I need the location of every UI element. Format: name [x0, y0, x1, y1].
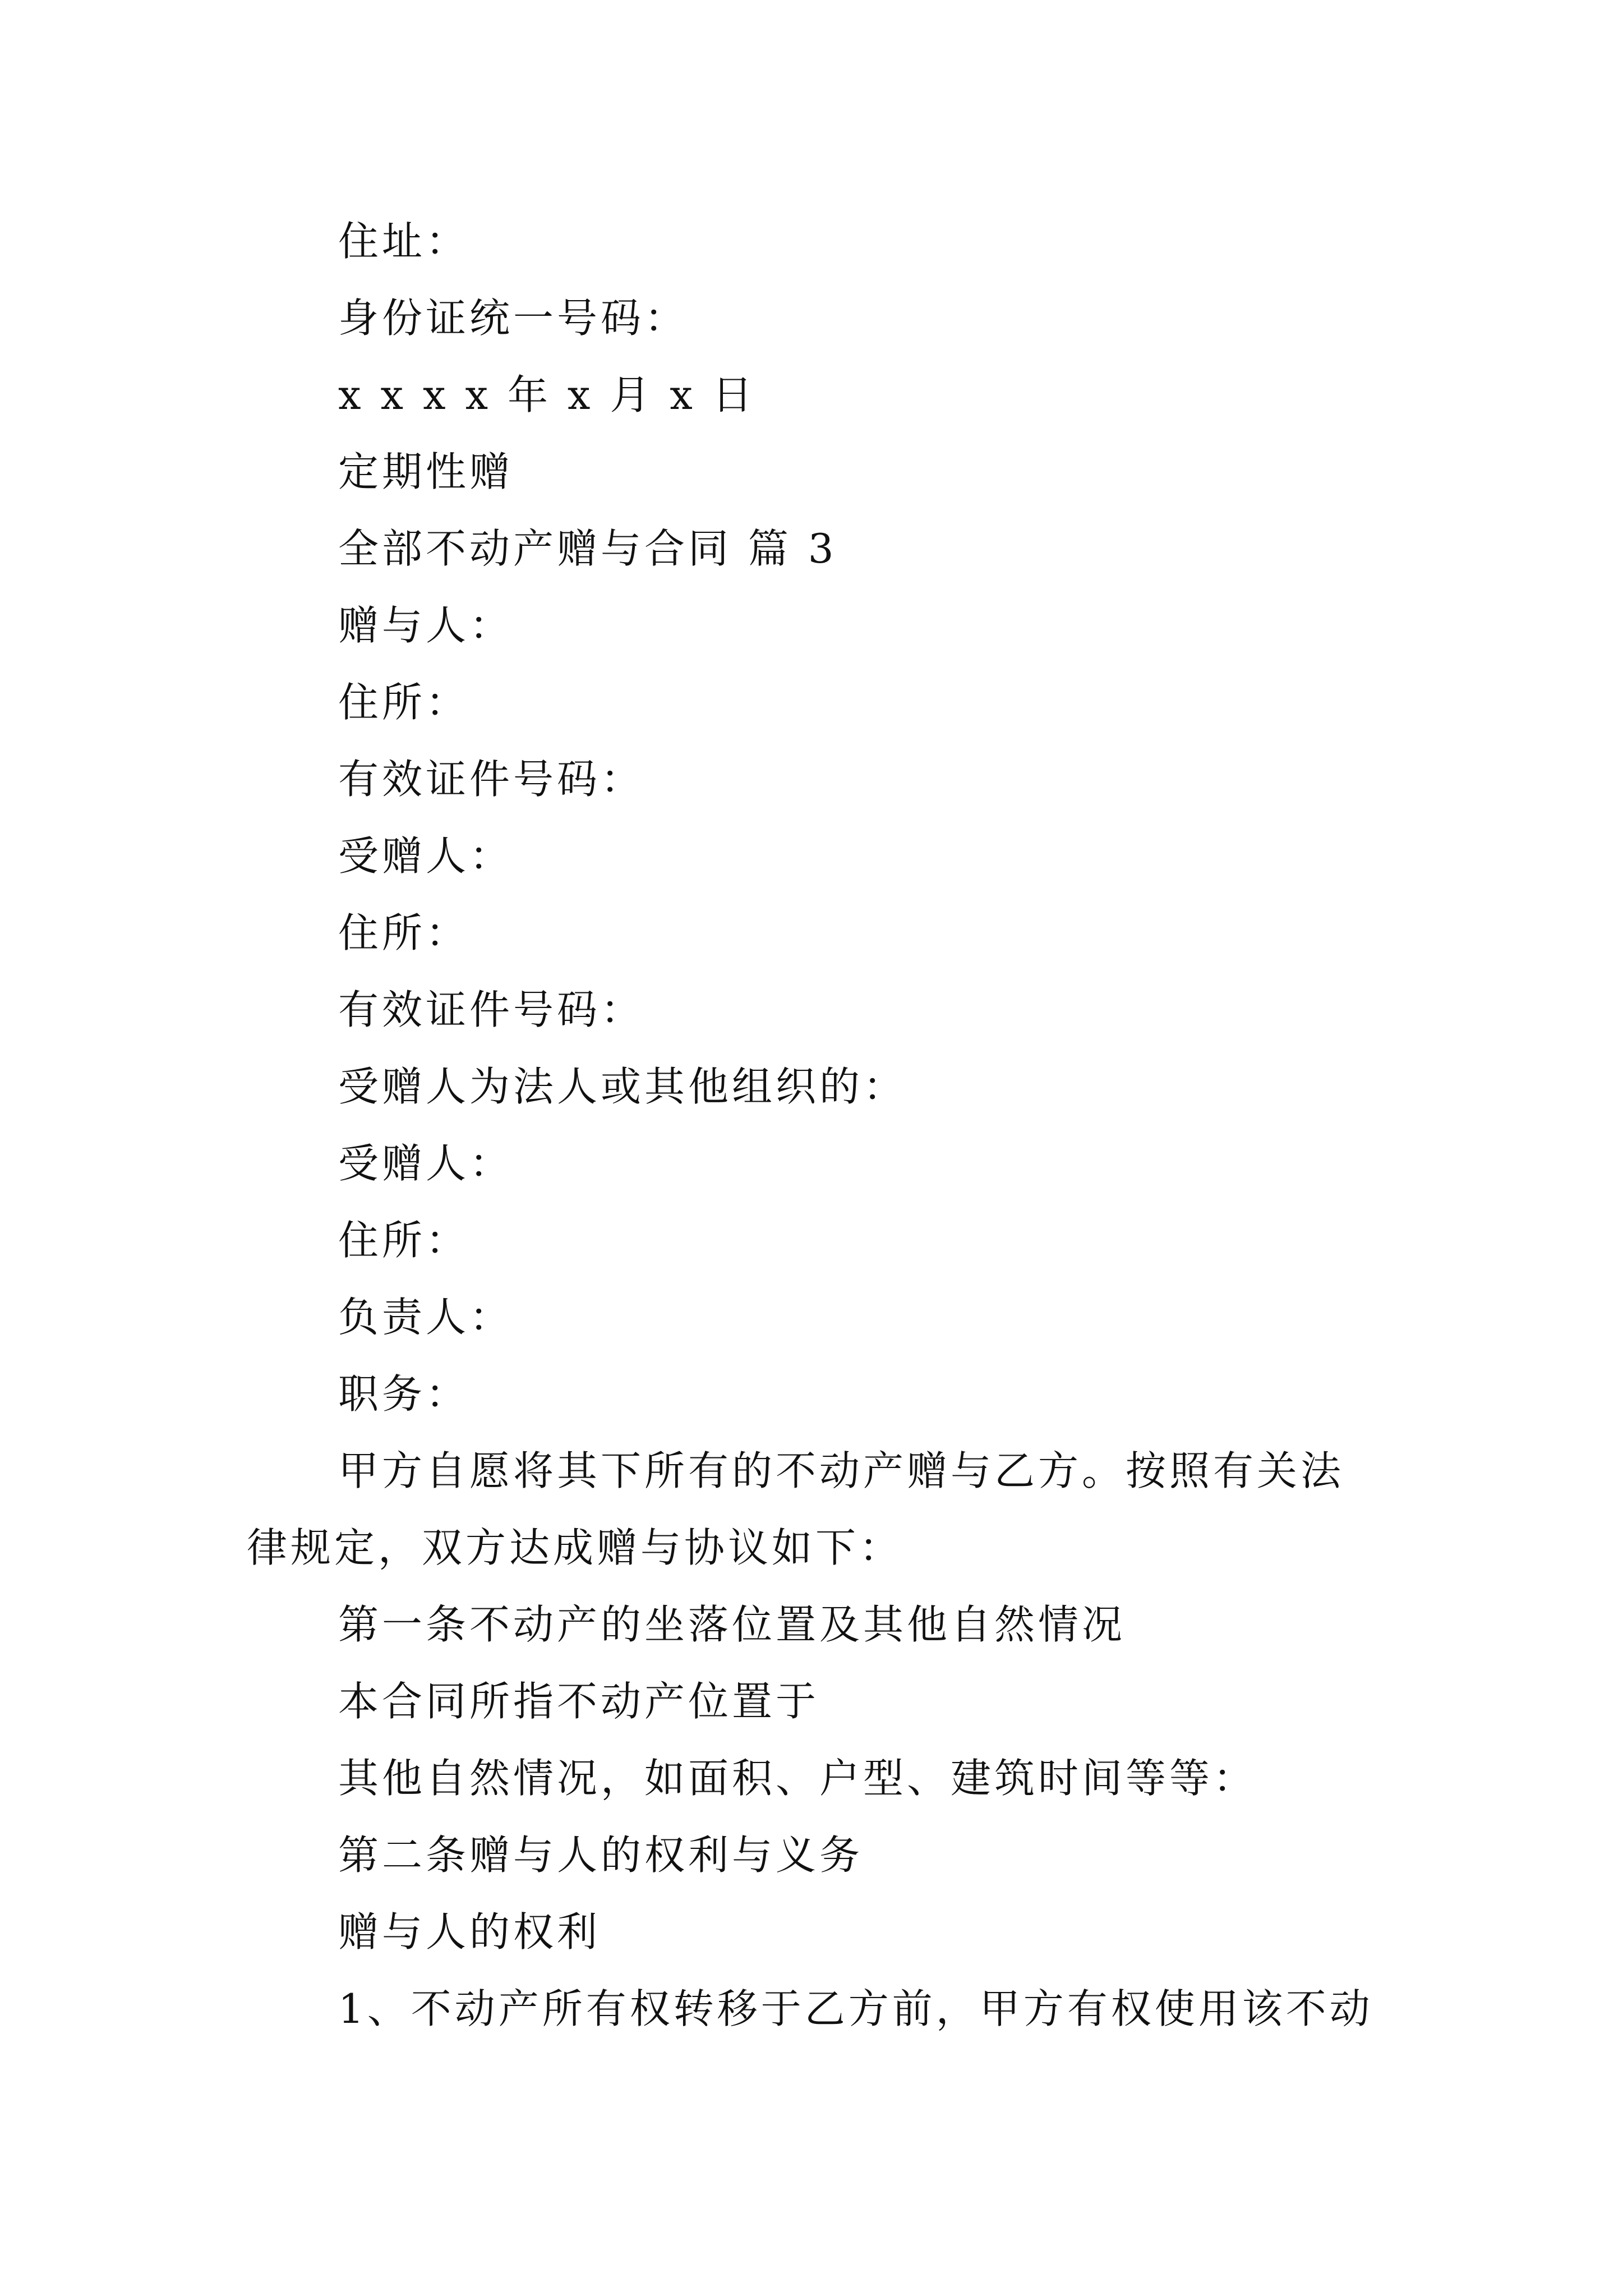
responsible-person-label: 负责人： [338, 1294, 514, 1341]
article-one-heading: 第一条不动产的坐落位置及其他自然情况 [338, 1601, 1126, 1648]
id-number-label: 身份证统一号码： [338, 295, 689, 342]
position-label: 职务： [338, 1370, 470, 1418]
date-line: x x x x 年 x 月 x 日 [338, 371, 756, 418]
donor-id-label: 有效证件号码： [338, 756, 645, 803]
donor-residence-label: 住所： [338, 679, 470, 726]
donor-rights-heading: 赠与人的权利 [338, 1908, 601, 1955]
clause-one-text: 1、不动产所有权转移于乙方前，甲方有权使用该不动 [338, 1985, 1373, 2032]
org-donee-heading: 受赠人为法人或其他组织的： [338, 1063, 907, 1110]
section-title: 全部不动产赠与合同 篇 3 [338, 525, 837, 572]
gift-type-text: 定期性赠 [338, 448, 514, 495]
agreement-paragraph: 甲方自愿将其下所有的不动产赠与乙方。按照有关法律规定，双方达成赠与协议如下： [247, 1447, 1345, 1571]
property-location-text: 本合同所指不动产位置于 [338, 1678, 820, 1725]
donee-label: 受赠人： [338, 832, 514, 880]
donor-label: 赠与人： [338, 602, 514, 649]
article-two-heading: 第二条赠与人的权利与义务 [338, 1832, 864, 1879]
donee-residence-label: 住所： [338, 909, 470, 956]
property-details-text: 其他自然情况，如面积、户型、建筑时间等等： [338, 1755, 1257, 1802]
org-donee-label: 受赠人： [338, 1140, 514, 1187]
org-residence-label: 住所： [338, 1217, 470, 1264]
donee-id-label: 有效证件号码： [338, 986, 645, 1033]
document-body [247, 203, 1385, 2047]
address-label: 住址： [338, 218, 470, 265]
